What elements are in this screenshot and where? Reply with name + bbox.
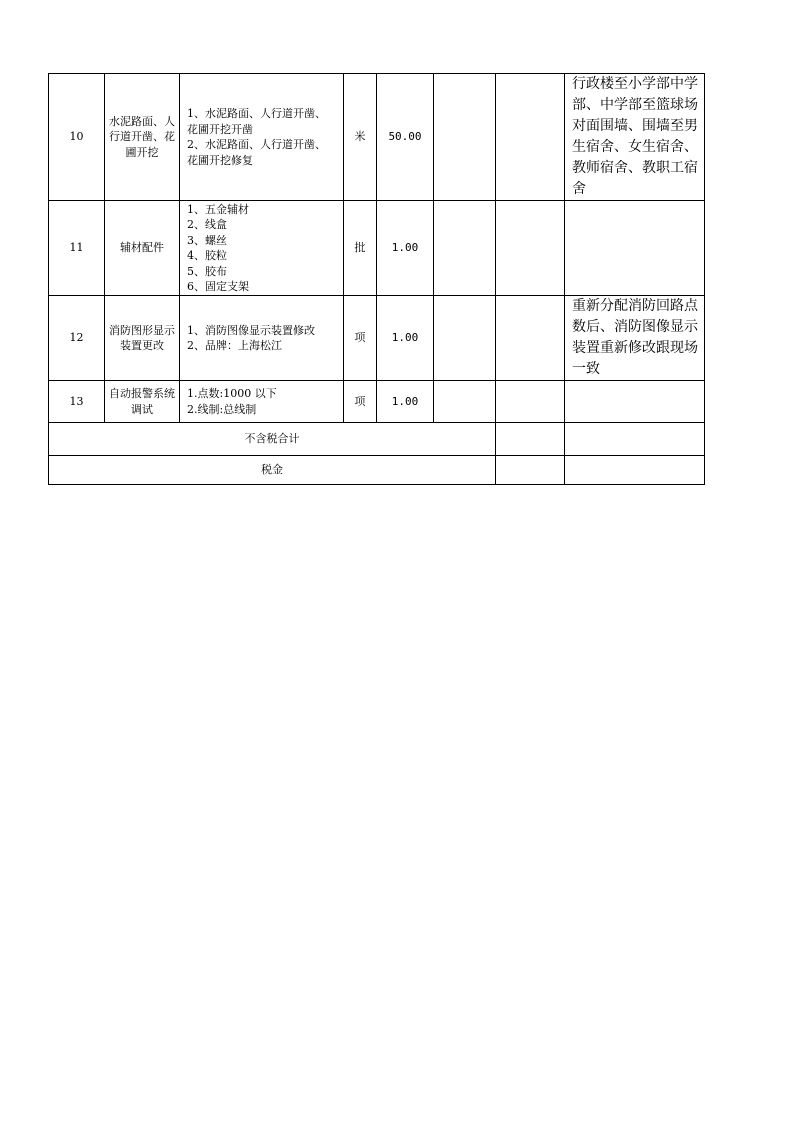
description-line: 6、固定支架 [187, 280, 249, 293]
row-number: 10 [49, 74, 105, 201]
item-unit: 项 [344, 296, 377, 381]
item-description [180, 381, 344, 423]
description-line: 5、胶布 [187, 264, 227, 278]
description-line: 1、水泥路面、人行道开凿、 [187, 107, 326, 120]
item-quantity: 50.00 [377, 74, 434, 201]
item-name: 自动报警系统调试 [105, 381, 180, 423]
tax-row [49, 456, 705, 485]
quotation-table [48, 73, 705, 485]
description-line: 3、螺丝 [187, 233, 227, 247]
description-line: 2.线制:总线制 [187, 402, 257, 416]
description-line: 4、胶粒 [187, 249, 227, 262]
description-line: 1.点数:1000 以下 [187, 387, 277, 400]
table-row [49, 201, 705, 296]
subtotal-label: 不含税合计 [49, 423, 496, 456]
description-line: 花圃开挖修复 [187, 153, 253, 167]
item-quantity: 1.00 [377, 296, 434, 381]
unit-price-cell [434, 74, 496, 201]
subtotal-row [49, 423, 705, 456]
amount-cell [496, 296, 565, 381]
subtotal-amount-cell [496, 423, 565, 456]
tax-label: 税金 [49, 456, 496, 485]
description-line: 2、线盒 [187, 218, 227, 231]
table-row [49, 381, 705, 423]
item-description [180, 74, 344, 201]
amount-cell [496, 74, 565, 201]
description-line: 2、品牌：上海松江 [187, 339, 282, 352]
row-number: 11 [49, 201, 105, 296]
item-name: 消防图形显示装置更改 [105, 296, 180, 381]
item-unit: 项 [344, 381, 377, 423]
tax-remark-cell [565, 456, 705, 485]
item-description [180, 201, 344, 296]
table-row [49, 296, 705, 381]
item-remark [565, 381, 705, 423]
description-line: 2、水泥路面、人行道开凿、 [187, 138, 326, 151]
item-name: 辅材配件 [105, 201, 180, 296]
description-line: 花圃开挖开凿 [187, 122, 253, 136]
item-unit: 批 [344, 201, 377, 296]
item-unit: 米 [344, 74, 377, 201]
row-number: 13 [49, 381, 105, 423]
unit-price-cell [434, 296, 496, 381]
item-name: 水泥路面、人行道开凿、花圃开挖 [105, 74, 180, 201]
item-remark: 重新分配消防回路点数后、消防图像显示装置重新修改跟现场一致 [565, 296, 705, 381]
item-quantity: 1.00 [377, 201, 434, 296]
table-row [49, 74, 705, 201]
tax-amount-cell [496, 456, 565, 485]
item-description [180, 296, 344, 381]
amount-cell [496, 381, 565, 423]
unit-price-cell [434, 381, 496, 423]
item-remark [565, 201, 705, 296]
amount-cell [496, 201, 565, 296]
description-line: 1、消防图像显示装置修改 [187, 323, 315, 337]
row-number: 12 [49, 296, 105, 381]
subtotal-remark-cell [565, 423, 705, 456]
item-remark: 行政楼至小学部中学部、中学部至篮球场对面围墙、围墙至男生宿舍、女生宿舍、教师宿舍、教职工宿舍 [565, 74, 705, 201]
item-quantity: 1.00 [377, 381, 434, 423]
description-line: 1、五金辅材 [187, 202, 249, 216]
unit-price-cell [434, 201, 496, 296]
